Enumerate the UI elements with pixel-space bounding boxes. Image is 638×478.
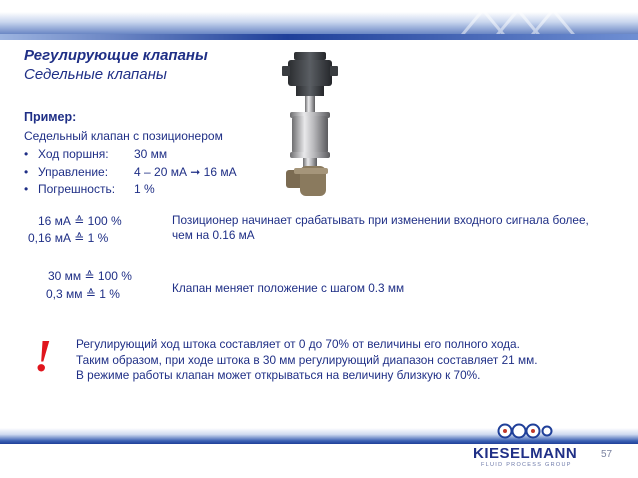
stroke-note: Клапан меняет положение с шагом 0.3 мм [172, 281, 405, 295]
header-decoration [438, 0, 598, 40]
stroke-equivalence-1: 30 мм ≙ 100 % [48, 269, 132, 283]
slide-subtitle: Седельные клапаны [24, 66, 167, 83]
warning-text [76, 337, 537, 384]
parameter-list [24, 147, 237, 200]
signal-note-line-2: чем на 0.16 мА [172, 228, 255, 242]
signal-note [172, 213, 589, 243]
kieselmann-logo-subtitle: FLUID PROCESS GROUP [481, 462, 572, 468]
header-bar [0, 0, 638, 40]
example-label: Пример: [24, 110, 77, 124]
kieselmann-logo-text: KIESELMANN [473, 445, 578, 462]
warning-line-3: В режиме работы клапан может открываться на величину близкую к 70%. [76, 368, 481, 382]
slide-title: Регулирующие клапаны [24, 47, 208, 64]
param-value: 1 % [134, 182, 155, 196]
list-item: • Ход поршня: 30 мм [24, 147, 168, 161]
warning-line-2: Таким образом, при ходе штока в 30 мм регулирующий диапазон составляет 21 мм. [76, 352, 538, 367]
signal-equivalence-2: 0,16 мА ≙ 1 % [28, 231, 109, 245]
param-label: Ход поршня: [38, 147, 109, 161]
param-label: Управление: [38, 164, 109, 179]
kieselmann-logo-mark [497, 422, 553, 440]
list-item: • Погрешность: 1 % [24, 182, 155, 196]
param-label: Погрешность: [38, 182, 116, 196]
valve-illustration [272, 44, 350, 200]
warning-exclamation-icon: ! [34, 330, 52, 381]
signal-note-line-1: Позиционер начинает срабатывать при изменении входного сигнала более, [172, 213, 589, 227]
signal-equivalence-1: 16 мА ≙ 100 % [38, 214, 122, 228]
stroke-equivalence-2: 0,3 мм ≙ 1 % [46, 287, 120, 301]
example-description: Седельный клапан с позиционером [24, 129, 223, 143]
list-item: • Управление: 4 – 20 мА ➞ 16 мА [24, 164, 237, 179]
param-value: 4 – 20 мА ➞ 16 мА [134, 164, 237, 179]
warning-line-1: Регулирующий ход штока составляет от 0 до 70% от величины его полного хода. [76, 337, 520, 351]
page-number: 57 [601, 449, 613, 460]
param-value: 30 мм [134, 147, 168, 161]
